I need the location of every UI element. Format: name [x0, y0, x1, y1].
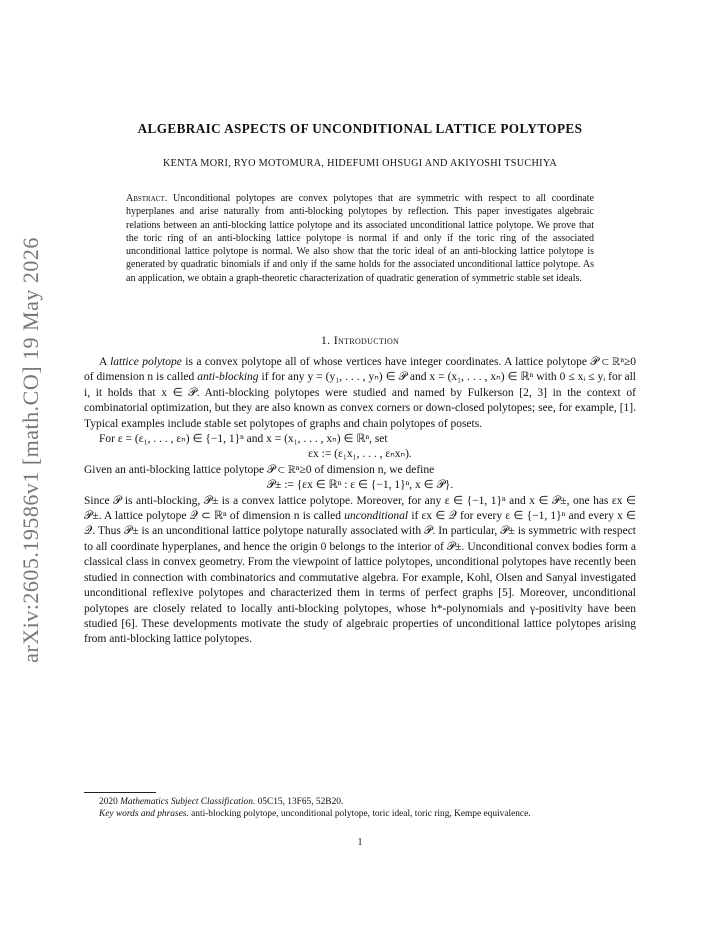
defined-term-anti-blocking: anti-blocking	[197, 371, 259, 384]
body-text	[84, 355, 636, 648]
footnote-divider	[84, 792, 156, 793]
paragraph-4	[84, 494, 636, 648]
paper-title: ALGEBRAIC ASPECTS OF UNCONDITIONAL LATTICE POLYTOPES	[137, 121, 583, 136]
page-number: 1	[357, 837, 363, 848]
text-run: is a convex polytope all of whose vertices have integer coordinates. A lattice polytope 𝒫 ⊂ ℝⁿ≥0 of dimension n is called	[84, 356, 637, 384]
text-run: Since 𝒫 is anti-blocking, 𝒫± is a convex lattice polytope. Moreover, for any ε ∈ {−1, 1}ⁿ and x ∈ 𝒫±, one has εx ∈ 𝒫±. A lattice polytope 𝒬 ⊂ ℝⁿ of dimension n is called	[84, 494, 636, 523]
msc-year: 2020	[99, 797, 121, 807]
equation-p-pm: 𝒫± := {εx ∈ ℝⁿ : ε ∈ {−1, 1}ⁿ, x ∈ 𝒫}.	[266, 479, 454, 492]
paragraph-2: For ε = (ε₁, . . . , εₙ) ∈ {−1, 1}ⁿ and x = (x₁, . . . , xₙ) ∈ ℝⁿ, set	[99, 433, 388, 446]
abstract	[126, 192, 594, 285]
text-run: if for any y = (y₁, . . . , yₙ) ∈ 𝒫 and x = (x₁, . . . , xₙ) ∈ ℝⁿ with 0 ≤ xᵢ ≤ yᵢ for all i, it holds that x ∈ 𝒫. Anti-blocking polytopes were studied and named by Fulkerson [2, 3] in the context of combinatorial optimization, but they are also known as convex corners or down-closed polytopes; see, for example, [1]. Typical examples include stable set polytopes of graphs and chain polytopes of posets.	[84, 371, 636, 430]
equation-epsilon-x: εx := (ε₁x₁, . . . , εₙxₙ).	[308, 448, 412, 461]
abstract-text: Unconditional polytopes are convex polytopes that are symmetric with respect to all coordinate hyperplanes and arise naturally from anti-blocking polytopes by reflection. This paper investigates algebraic relations between an anti-blocking lattice polytope and its associated unconditional lattice polytope. We prove that the toric ring of an anti-blocking lattice polytope is normal if and only if the toric ring of the associated unconditional lattice polytope is normal. We also show that the toric ideal of an anti-blocking lattice polytope is generated by quadratic binomials if and only if the same holds for the associated unconditional lattice polytope. As an application, we obtain a graph-theoretic characterization of quadratic generation of symmetric stable set ideals.	[126, 193, 595, 284]
text-run: A	[99, 356, 111, 368]
section-number: 1.	[320, 333, 331, 347]
paragraph-1	[84, 355, 636, 432]
abstract-label: Abstract.	[126, 193, 168, 204]
keywords-footnote	[84, 808, 636, 820]
keywords-label: Key words and phrases.	[99, 809, 189, 820]
arxiv-identifier	[16, 237, 46, 663]
arxiv-identifier-text: arXiv:2605.19586v1 [math.CO] 19 May 2026	[18, 237, 43, 663]
msc-label: Mathematics Subject Classification.	[120, 797, 256, 807]
text-run: if εx ∈ 𝒬 for every ε ∈ {−1, 1}ⁿ and every x ∈ 𝒬. Thus 𝒫± is an unconditional lattice polytope naturally associated with 𝒫. In particular, 𝒫± is symmetric with respect to all coordinate hyperplanes, and hence the origin 0 belongs to the interior of 𝒫±. Unconditional convex bodies form a classical class in convex geometry. From the viewpoint of lattice polytopes, unconditional polytopes have recently been studied in connection with combinatorics and commutative algebra. For example, Kohl, Olsen and Sanyal investigated unconditional reflexive polytopes and characterized them in terms of perfect graphs [5]. Moreover, unconditional polytopes are closely related to locally anti-blocking polytopes, whose h*-polynomials and γ-positivity have been studied [6]. These developments motivate the study of algebraic properties of unconditional lattice polytopes arising from anti-blocking lattice polytopes.	[84, 510, 637, 646]
section-heading	[80, 333, 640, 348]
keywords-text: anti-blocking polytope, unconditional polytope, toric ideal, toric ring, Kempe equivalence.	[188, 809, 531, 820]
msc-codes: 05C15, 13F65, 52B20.	[255, 797, 344, 807]
paragraph-3: Given an anti-blocking lattice polytope 𝒫 ⊂ ℝⁿ≥0 of dimension n, we define	[84, 463, 435, 476]
defined-term-lattice-polytope: lattice polytope	[110, 356, 182, 368]
footnotes	[84, 796, 636, 821]
author-list: KENTA MORI, RYO MOTOMURA, HIDEFUMI OHSUGI AND AKIYOSHI TSUCHIYA	[162, 158, 558, 169]
msc-footnote	[84, 796, 636, 808]
section-title: Introduction	[333, 333, 400, 347]
defined-term-unconditional: unconditional	[344, 510, 409, 523]
